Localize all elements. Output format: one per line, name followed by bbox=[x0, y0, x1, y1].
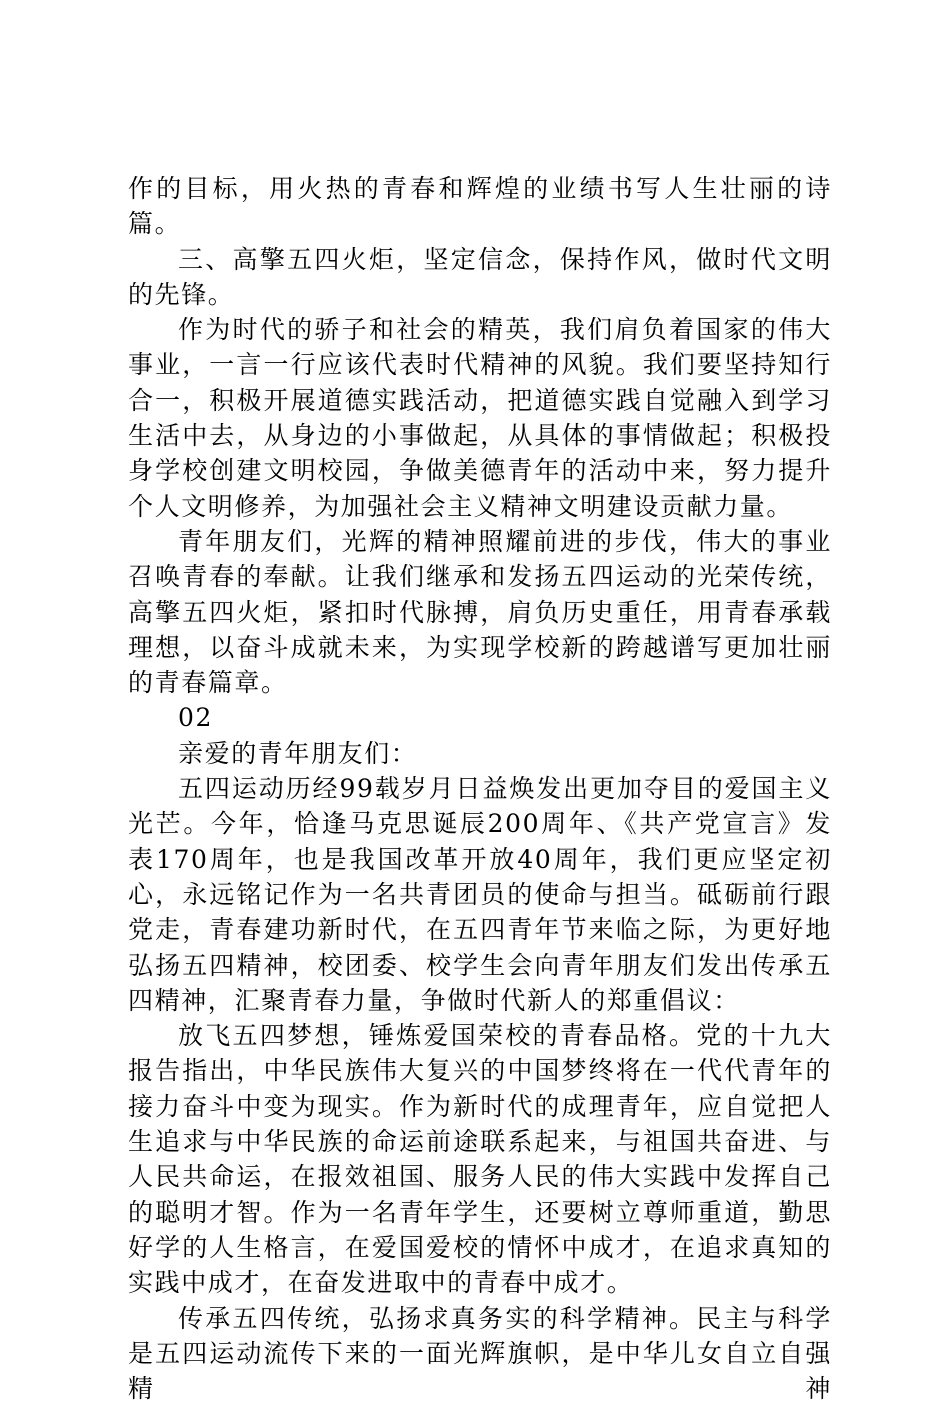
section-number: 02 bbox=[128, 700, 832, 735]
paragraph: 作为时代的骄子和社会的精英，我们肩负着国家的伟大事业，一言一行应该代表时代精神的风貌。我们要坚持知行合一，积极开展道德实践活动，把道德实践自觉融入到学习生活中去，从身边的小事做起，从具体的事情做起；积极投身学校创建文明校园，争做美德青年的活动中来，努力提升个人文明修养，为加强社会主义精神文明建设贡献力量。 bbox=[128, 312, 832, 524]
paragraph: 五四运动历经99载岁月日益焕发出更加夺目的爱国主义光芒。今年，恰逢马克思诞辰200周年、《共产党宣言》发表170周年，也是我国改革开放40周年，我们更应坚定初心，永远铭记作为一名共青团员的使命与担当。砥砺前行跟党走，青春建功新时代，在五四青年节来临之际，为更好地弘扬五四精神，校团委、校学生会向青年朋友们发出传承五四精神，汇聚青春力量，争做时代新人的郑重倡议： bbox=[128, 771, 832, 1018]
salutation: 亲爱的青年朋友们： bbox=[128, 736, 832, 771]
paragraph-continuation: 作的目标，用火热的青春和辉煌的业绩书写人生壮丽的诗篇。 bbox=[128, 171, 832, 242]
section-heading-three: 三、高擎五四火炬，坚定信念，保持作风，做时代文明的先锋。 bbox=[128, 242, 832, 313]
document-body bbox=[128, 171, 832, 1406]
paragraph: 放飞五四梦想，锤炼爱国荣校的青春品格。党的十九大报告指出，中华民族伟大复兴的中国梦终将在一代代青年的接力奋斗中变为现实。作为新时代的成理青年，应自觉把人生追求与中华民族的命运前途联系起来，与祖国共奋进、与人民共命运，在报效祖国、服务人民的伟大实践中发挥自己的聪明才智。作为一名青年学生，还要树立尊师重道，勤思好学的人生格言，在爱国爱校的情怀中成才，在追求真知的实践中成才，在奋发进取中的青春中成才。 bbox=[128, 1018, 832, 1300]
paragraph-truncated: 传承五四传统，弘扬求真务实的科学精神。民主与科学是五四运动流传下来的一面光辉旗帜，是中华儿女自立自强精神 bbox=[128, 1301, 832, 1406]
paragraph: 青年朋友们，光辉的精神照耀前进的步伐，伟大的事业召唤青春的奉献。让我们继承和发扬五四运动的光荣传统，高擎五四火炬，紧扣时代脉搏，肩负历史重任，用青春承载理想，以奋斗成就未来，为实现学校新的跨越谱写更加壮丽的青春篇章。 bbox=[128, 524, 832, 700]
